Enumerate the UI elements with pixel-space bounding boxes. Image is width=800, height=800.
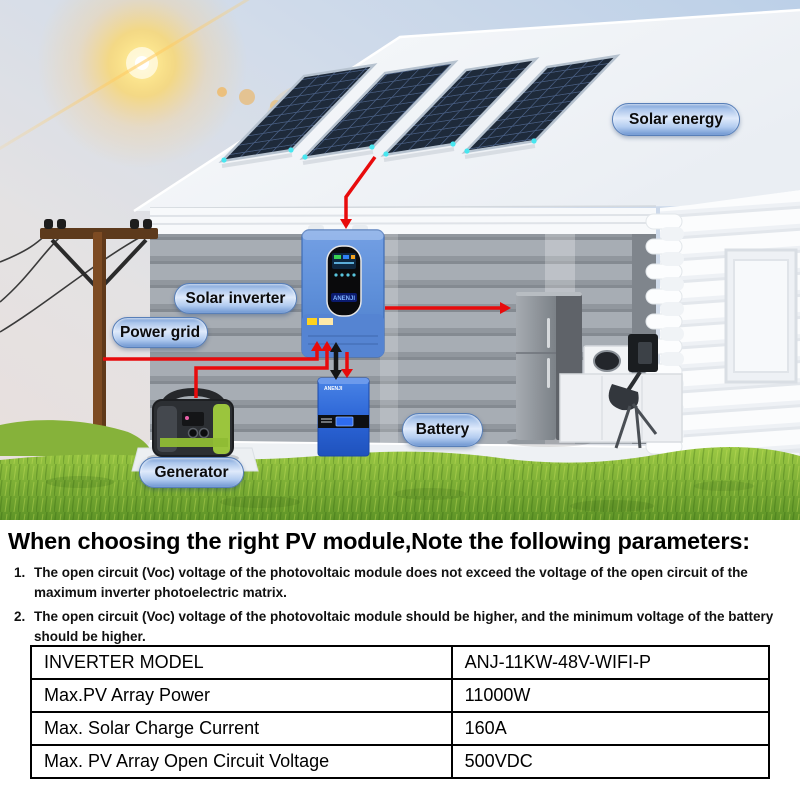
table-row xyxy=(31,712,769,745)
spec-label: INVERTER MODEL xyxy=(31,646,452,679)
note-number: 1. xyxy=(14,565,26,581)
table-row xyxy=(31,646,769,679)
spec-label: Max.PV Array Power xyxy=(31,679,452,712)
label-text: Power grid xyxy=(119,323,201,341)
warning-sticker xyxy=(319,318,333,325)
table-row xyxy=(31,745,769,778)
note-item xyxy=(14,563,790,604)
section-heading: When choosing the right PV module,Note the following parameters: xyxy=(8,528,750,554)
battery-device xyxy=(318,378,369,456)
label-power-grid xyxy=(112,317,208,348)
label-generator xyxy=(139,457,244,488)
spec-value: 160A xyxy=(452,712,769,745)
info-section xyxy=(0,520,800,800)
notes-list xyxy=(14,563,790,647)
inverter-brand-logo: ANENJI xyxy=(332,296,356,302)
window xyxy=(726,250,796,382)
spec-value: 500VDC xyxy=(452,745,769,778)
spec-label: Max. PV Array Open Circuit Voltage xyxy=(31,745,452,778)
spec-value: ANJ-11KW-48V-WIFI-P xyxy=(452,646,769,679)
warning-sticker xyxy=(307,318,317,325)
label-text: Solar inverter xyxy=(185,289,286,307)
label-text: Generator xyxy=(154,463,229,481)
note-item xyxy=(14,607,790,648)
note-number: 2. xyxy=(14,608,26,624)
label-text: Solar energy xyxy=(629,110,723,128)
note-text: The open circuit (Voc) voltage of the photovoltaic module should be higher, and the minimum voltage of the battery should be higher. xyxy=(34,608,774,644)
spec-label: Max. Solar Charge Current xyxy=(31,712,452,745)
inverter-device xyxy=(302,225,384,357)
table-row xyxy=(31,679,769,712)
spec-value: 11000W xyxy=(452,679,769,712)
flare-dot xyxy=(217,87,227,97)
battery-brand-logo: ANENJI xyxy=(324,386,343,392)
washing-machine xyxy=(584,346,630,377)
flare-dot xyxy=(239,89,255,105)
label-solar-energy xyxy=(612,103,740,136)
label-solar-inverter xyxy=(174,283,297,314)
spec-table xyxy=(30,645,770,779)
label-text: Battery xyxy=(415,421,470,438)
note-text: The open circuit (Voc) voltage of the photovoltaic module does not exceed the voltage of the open circuit of the maximum inverter photoelectric matrix. xyxy=(34,565,748,601)
label-battery xyxy=(402,413,483,447)
